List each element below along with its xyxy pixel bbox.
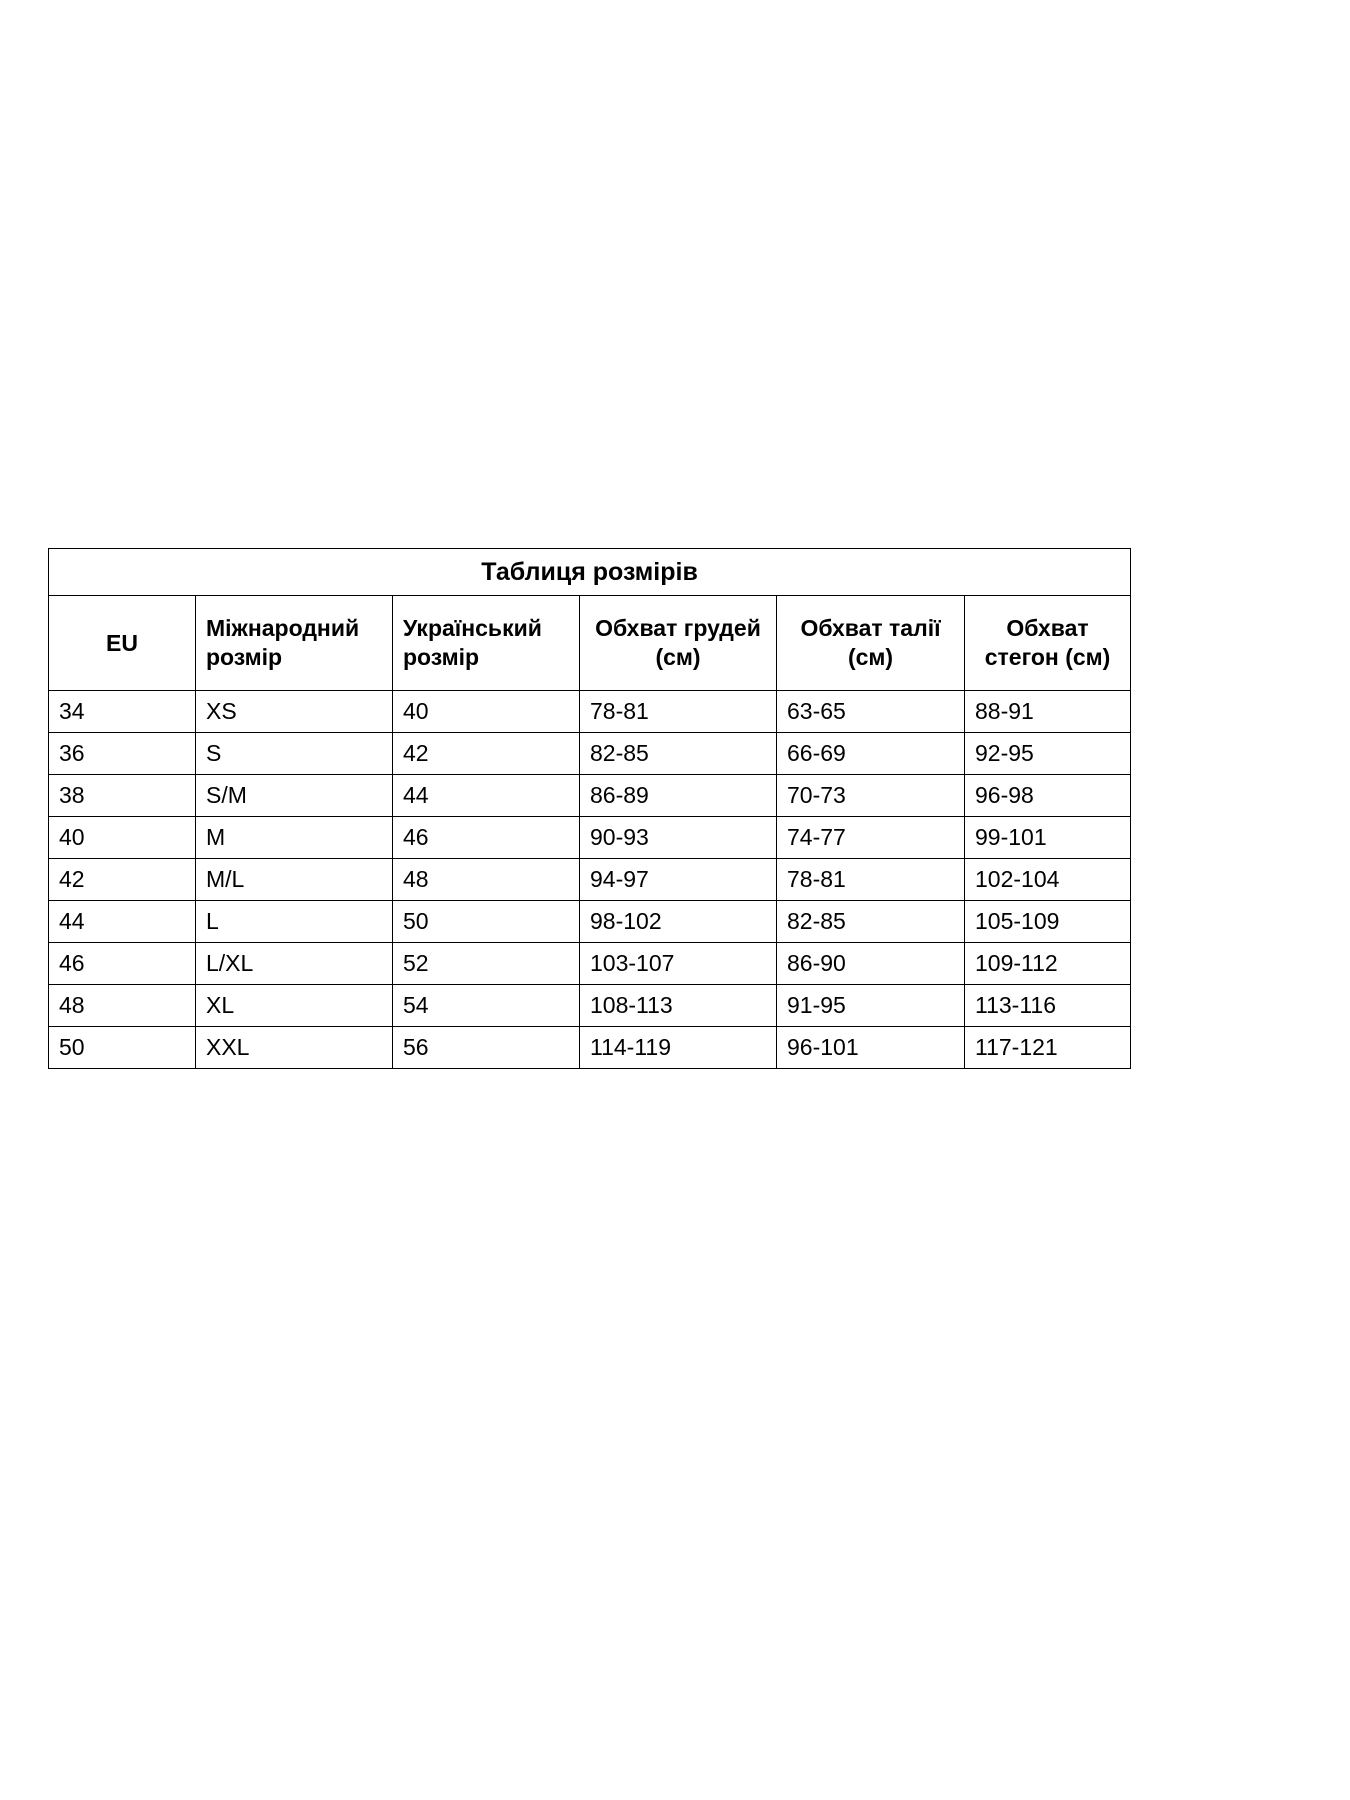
cell-waist: 96-101 [777, 1027, 965, 1069]
cell-hips: 105-109 [965, 901, 1131, 943]
cell-international-size: M [196, 817, 393, 859]
cell-eu: 36 [49, 733, 196, 775]
cell-hips: 92-95 [965, 733, 1131, 775]
table-row [49, 817, 1131, 859]
cell-eu: 48 [49, 985, 196, 1027]
cell-chest: 108-113 [580, 985, 777, 1027]
size-chart-container [48, 548, 1130, 1069]
cell-chest: 114-119 [580, 1027, 777, 1069]
column-header-ukrainian-size: Український розмір [393, 596, 580, 691]
table-body [49, 691, 1131, 1069]
cell-eu: 44 [49, 901, 196, 943]
column-header-eu: EU [49, 596, 196, 691]
cell-waist: 82-85 [777, 901, 965, 943]
cell-waist: 78-81 [777, 859, 965, 901]
cell-chest: 103-107 [580, 943, 777, 985]
table-row [49, 943, 1131, 985]
cell-chest: 98-102 [580, 901, 777, 943]
table-column-header-row [49, 596, 1131, 691]
size-chart-table [48, 548, 1131, 1069]
column-header-chest: Обхват грудей (см) [580, 596, 777, 691]
cell-hips: 96-98 [965, 775, 1131, 817]
table-header [49, 549, 1131, 691]
cell-ukrainian-size: 50 [393, 901, 580, 943]
cell-waist: 66-69 [777, 733, 965, 775]
cell-international-size: S [196, 733, 393, 775]
cell-international-size: XS [196, 691, 393, 733]
table-title-row [49, 549, 1131, 596]
page-title: Таблиця розмірів [49, 549, 1131, 596]
cell-international-size: S/M [196, 775, 393, 817]
cell-ukrainian-size: 48 [393, 859, 580, 901]
table-row [49, 733, 1131, 775]
cell-eu: 50 [49, 1027, 196, 1069]
cell-international-size: L [196, 901, 393, 943]
cell-international-size: XL [196, 985, 393, 1027]
cell-hips: 117-121 [965, 1027, 1131, 1069]
cell-chest: 78-81 [580, 691, 777, 733]
cell-waist: 86-90 [777, 943, 965, 985]
cell-chest: 86-89 [580, 775, 777, 817]
cell-hips: 102-104 [965, 859, 1131, 901]
cell-international-size: M/L [196, 859, 393, 901]
cell-international-size: L/XL [196, 943, 393, 985]
cell-chest: 82-85 [580, 733, 777, 775]
cell-eu: 38 [49, 775, 196, 817]
table-row [49, 985, 1131, 1027]
column-header-hips: Обхват стегон (см) [965, 596, 1131, 691]
cell-eu: 34 [49, 691, 196, 733]
cell-ukrainian-size: 52 [393, 943, 580, 985]
cell-hips: 99-101 [965, 817, 1131, 859]
cell-waist: 63-65 [777, 691, 965, 733]
table-row [49, 775, 1131, 817]
cell-ukrainian-size: 54 [393, 985, 580, 1027]
table-row [49, 859, 1131, 901]
column-header-waist: Обхват талії (см) [777, 596, 965, 691]
cell-hips: 109-112 [965, 943, 1131, 985]
cell-ukrainian-size: 44 [393, 775, 580, 817]
cell-international-size: XXL [196, 1027, 393, 1069]
table-row [49, 691, 1131, 733]
cell-hips: 88-91 [965, 691, 1131, 733]
cell-chest: 90-93 [580, 817, 777, 859]
column-header-international-size: Міжнародний розмір [196, 596, 393, 691]
cell-chest: 94-97 [580, 859, 777, 901]
cell-eu: 46 [49, 943, 196, 985]
cell-ukrainian-size: 56 [393, 1027, 580, 1069]
cell-waist: 91-95 [777, 985, 965, 1027]
cell-hips: 113-116 [965, 985, 1131, 1027]
table-row [49, 901, 1131, 943]
cell-ukrainian-size: 40 [393, 691, 580, 733]
cell-eu: 40 [49, 817, 196, 859]
cell-ukrainian-size: 46 [393, 817, 580, 859]
cell-waist: 74-77 [777, 817, 965, 859]
table-row [49, 1027, 1131, 1069]
cell-ukrainian-size: 42 [393, 733, 580, 775]
cell-waist: 70-73 [777, 775, 965, 817]
cell-eu: 42 [49, 859, 196, 901]
